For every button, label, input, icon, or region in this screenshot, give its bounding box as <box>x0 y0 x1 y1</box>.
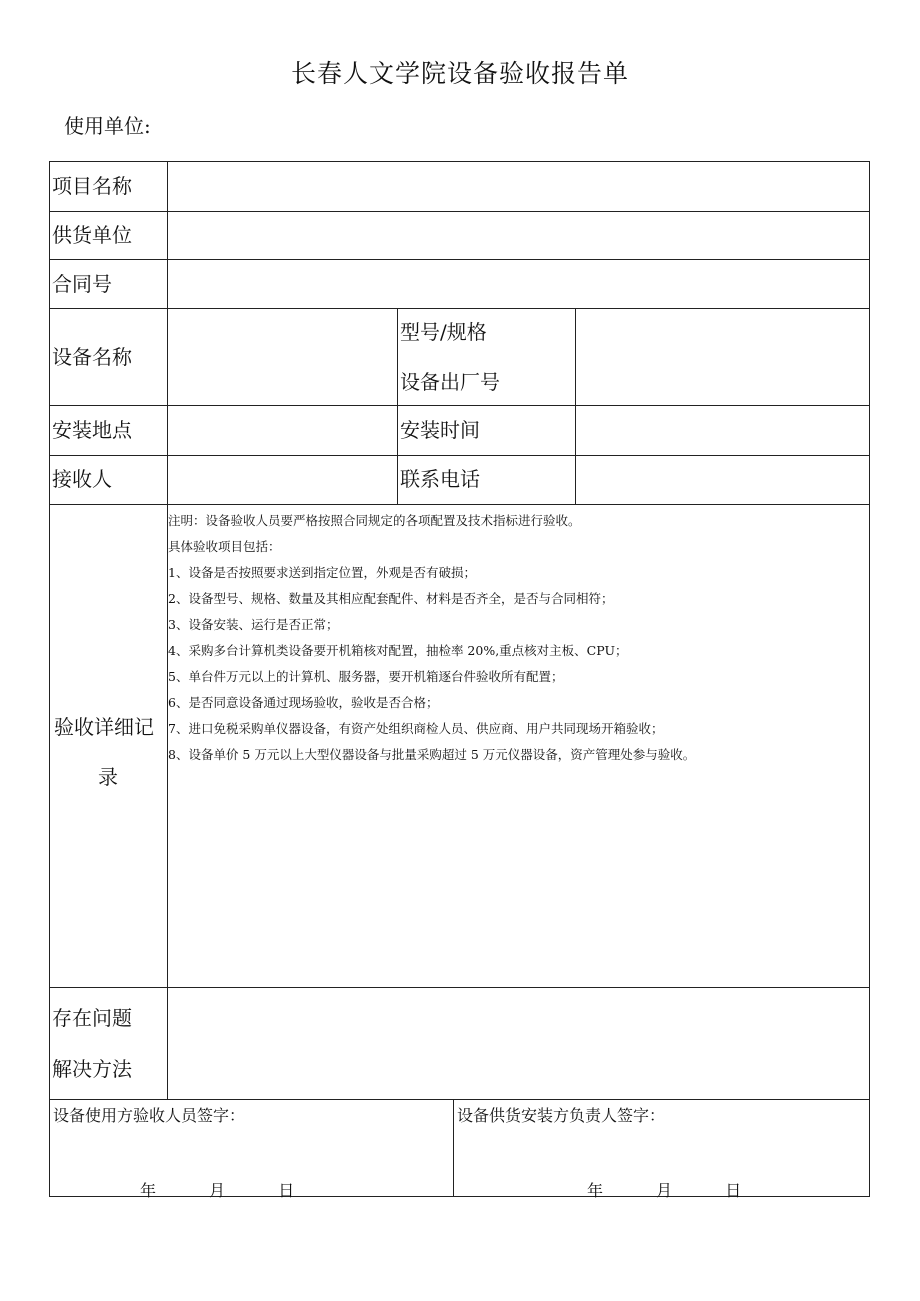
day-label: 日 <box>725 1181 742 1200</box>
note-line: 6、是否同意设备通过现场验收，验收是否合格； <box>168 695 439 710</box>
month-label: 月 <box>656 1181 673 1200</box>
table-line <box>49 504 870 505</box>
install-place-label: 安装地点 <box>52 418 132 442</box>
month-label: 月 <box>209 1181 226 1200</box>
solution-label: 解决方法 <box>52 1057 132 1081</box>
table-line <box>453 1099 454 1197</box>
contract-no-label: 合同号 <box>52 272 112 296</box>
table-line <box>49 259 870 260</box>
table-line <box>49 161 50 1197</box>
year-label: 年 <box>587 1181 604 1200</box>
note-line: 1、设备是否按照要求送到指定位置，外观是否有破损； <box>168 565 476 580</box>
device-name-label: 设备名称 <box>52 345 132 369</box>
phone-label: 联系电话 <box>400 467 480 491</box>
day-label: 日 <box>278 1181 295 1200</box>
table-line <box>49 161 870 162</box>
serial-no-label: 设备出厂号 <box>400 370 500 394</box>
table-line <box>49 405 870 406</box>
note-line: 7、进口免税采购单仪器设备，有资产处组织商检人员、供应商、用户共同现场开箱验收； <box>168 721 664 736</box>
form-title: 长春人文学院设备验收报告单 <box>290 59 629 88</box>
user-signature-label: 设备使用方验收人员签字： <box>53 1106 246 1125</box>
detail-record-label: 验收详细记 <box>54 715 154 739</box>
table-line <box>869 161 870 1197</box>
receiver-label: 接收人 <box>52 467 112 491</box>
note-line: 3、设备安装、运行是否正常； <box>168 617 339 632</box>
table-line <box>397 308 398 505</box>
supplier-sign-date <box>587 1178 741 1201</box>
table-line <box>49 308 870 309</box>
using-unit-label: 使用单位: <box>64 114 151 138</box>
project-name-label: 项目名称 <box>52 174 132 198</box>
supplier-label: 供货单位 <box>52 223 132 247</box>
detail-record-label-cont: 录 <box>98 765 118 789</box>
supplier-signature-label: 设备供货安装方负责人签字： <box>457 1106 666 1125</box>
table-line <box>49 987 870 988</box>
year-label: 年 <box>140 1181 157 1200</box>
install-time-label: 安装时间 <box>400 418 480 442</box>
note-line: 8、设备单价 5 万元以上大型仪器设备与批量采购超过 5 万元仪器设备，资产管理处参与验收。 <box>168 747 696 762</box>
note-line: 具体验收项目包括： <box>168 539 281 554</box>
issues-label: 存在问题 <box>52 1006 132 1030</box>
table-line <box>49 1099 870 1100</box>
table-line <box>575 308 576 505</box>
model-spec-label: 型号/规格 <box>400 320 487 344</box>
acceptance-notes <box>168 508 695 768</box>
table-line <box>49 455 870 456</box>
note-line: 注明：设备验收人员要严格按照合同规定的各项配置及技术指标进行验收。 <box>168 513 581 528</box>
table-line <box>49 211 870 212</box>
note-line: 4、采购多台计算机类设备要开机箱核对配置，抽检率 20%,重点核对主板、CPU； <box>168 643 628 658</box>
user-sign-date <box>140 1178 294 1201</box>
note-line: 5、单台件万元以上的计算机、服务器，要开机箱逐台件验收所有配置； <box>168 669 564 684</box>
note-line: 2、设备型号、规格、数量及其相应配套配件、材料是否齐全，是否与合同相符； <box>168 591 614 606</box>
